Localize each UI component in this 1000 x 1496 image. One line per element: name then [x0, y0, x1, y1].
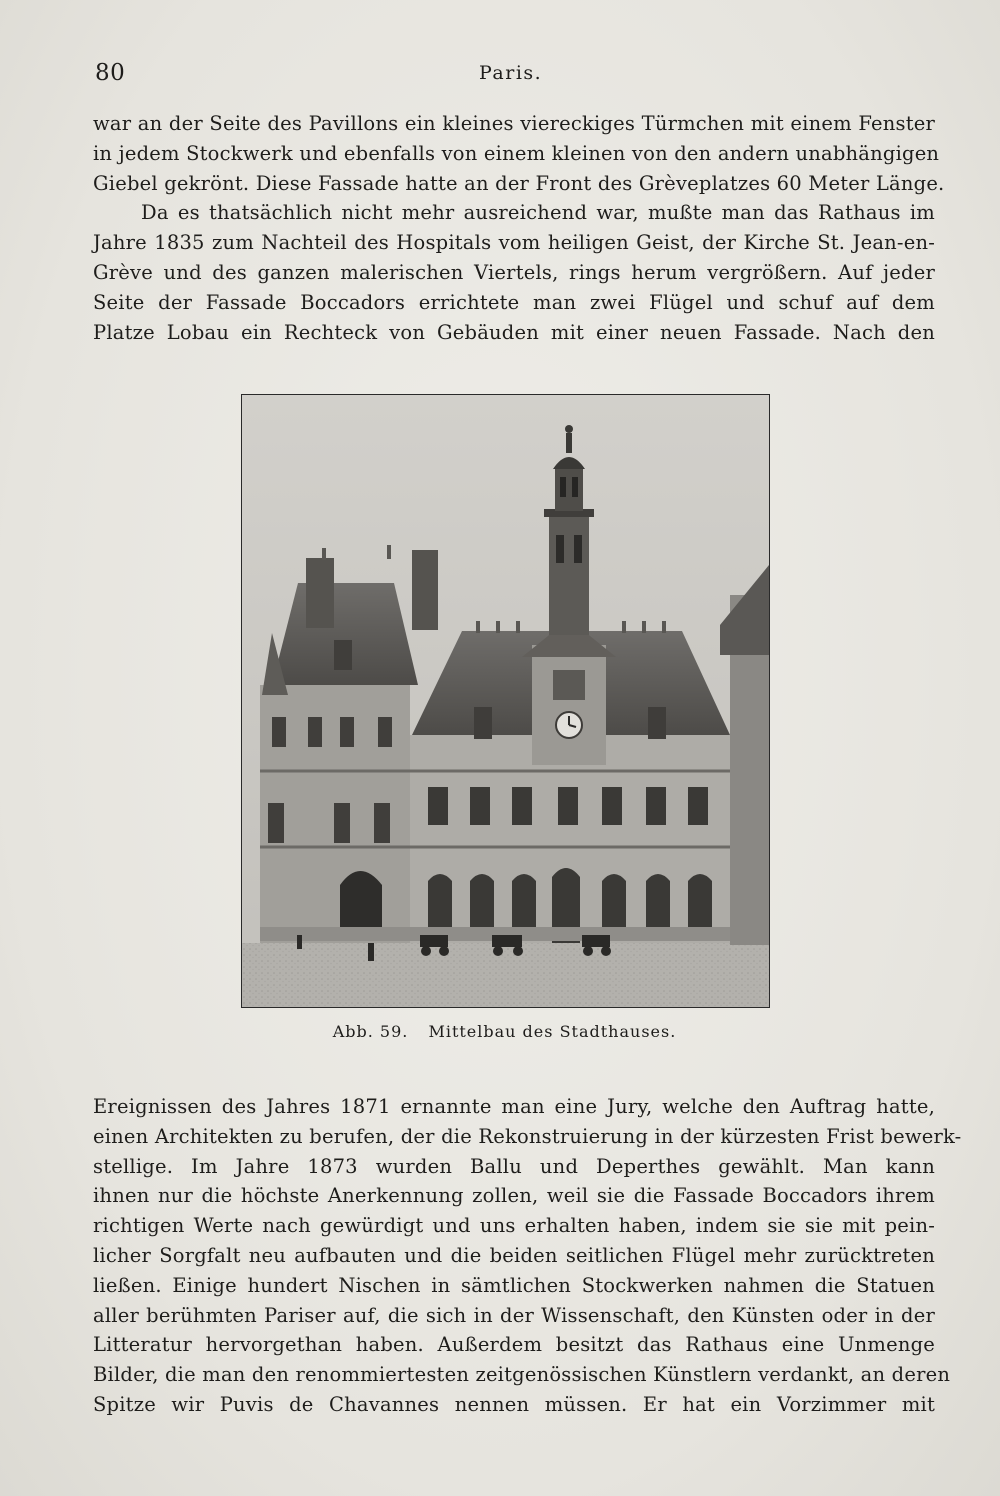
figure-caption: [241, 1022, 768, 1041]
building-engraving: [242, 395, 769, 1007]
text-line: Jahre 1835 zum Nachteil des Hospitals vom heiligen Geist, der Kirche St. Jean-en-: [93, 231, 935, 255]
paragraph: [93, 1092, 962, 1420]
text-line: Da es thatsächlich nicht mehr ausreichend war, mußte man das Rathaus im: [141, 201, 935, 225]
text-line: Seite der Fassade Boccadors errichtete man zwei Flügel und schuf auf dem: [93, 290, 935, 314]
page-header: [93, 58, 935, 92]
paragraph-block-top: [93, 109, 945, 347]
text-line: Bilder, die man den renommiertesten zeitgenössischen Künstlern verdankt, an deren: [93, 1363, 951, 1387]
figure-image-hotel-de-ville: [241, 394, 770, 1008]
text-line: Platze Lobau ein Rechteck von Gebäuden mit einer neuen Fassade. Nach den: [93, 320, 935, 344]
page-number: 80: [95, 60, 126, 86]
text-line: Spitze wir Puvis de Chavannes nennen müssen. Er hat ein Vorzimmer mit: [93, 1392, 935, 1416]
text-line: aller berühmten Pariser auf, die sich in der Wissenschaft, den Künsten oder in der: [93, 1303, 935, 1327]
text-line: stellige. Im Jahre 1873 wurden Ballu und Deperthes gewählt. Man kann: [93, 1154, 935, 1178]
text-line: richtigen Werte nach gewürdigt und uns erhalten haben, indem sie sie mit pein-: [93, 1214, 935, 1238]
text-line: ihnen nur die höchste Anerkennung zollen, weil sie die Fassade Boccadors ihrem: [93, 1184, 935, 1208]
text-line: Ereignissen des Jahres 1871 ernannte man eine Jury, welche den Auftrag hatte,: [93, 1095, 935, 1118]
text-line: Litteratur hervorgethan haben. Außerdem besitzt das Rathaus eine Unmenge: [93, 1333, 935, 1357]
paragraph: [93, 109, 945, 198]
text-line: einen Architekten zu berufen, der die Rekonstruierung in der kürzesten Frist bewerk-: [93, 1124, 962, 1148]
text-line: licher Sorgfalt neu aufbauten und die beiden seitlichen Flügel mehr zurücktreten: [93, 1243, 935, 1267]
paragraph: [93, 198, 935, 347]
figure-number: Abb. 59.: [332, 1022, 409, 1041]
paragraph-block-bottom: [93, 1092, 962, 1420]
text-line: Giebel gekrönt. Diese Fassade hatte an der Front des Grèveplatzes 60 Meter Länge.: [93, 171, 945, 195]
text-line: war an der Seite des Pavillons ein kleines viereckiges Türmchen mit einem Fenster: [93, 112, 935, 135]
figure-title: Mittelbau des Stadthauses.: [428, 1022, 677, 1041]
text-line: in jedem Stockwerk und ebenfalls von einem kleinen von den andern unabhängigen: [93, 141, 940, 165]
text-line: ließen. Einige hundert Nischen in sämtlichen Stockwerken nahmen die Statuen: [93, 1273, 935, 1297]
running-head: Paris.: [479, 62, 543, 84]
text-line: Grève und des ganzen malerischen Viertels, rings herum vergrößern. Auf jeder: [93, 260, 935, 284]
